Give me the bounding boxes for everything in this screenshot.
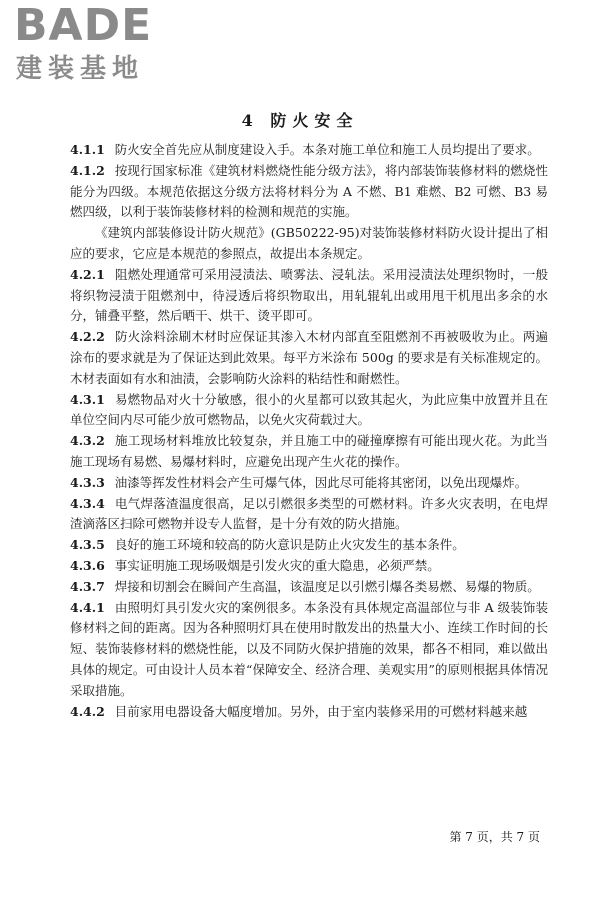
paragraph-4-2-2: 4.2.2 防火涂料涂刷木材时应保证其渗入木材内部直至阻燃剂不再被吸收为止。两遍涂布的要求就是为了保证达到此效果。每平方米涂布 500g 的要求是有关标准规定的。木材表面如有水和油渍，会影响防火涂料的粘结性和耐燃性。: [70, 329, 548, 386]
paragraph-4-1-2-cont: 《建筑内部装修设计防火规范》(GB50222-95)对装饰装修材料防火设计提出了相应的要求，它应是本规范的参照点，故提出本条规定。: [70, 225, 548, 261]
paragraph-4-4-2: 4.4.2 目前家用电器设备大幅度增加。另外，由于室内装修采用的可燃材料越来越: [70, 703, 528, 719]
paragraph-4-3-3: 4.3.3 油漆等挥发性材料会产生可爆气体，因此尽可能将其密闭，以免出现爆炸。: [70, 474, 528, 490]
logo-subtitle: 建装基地: [16, 54, 145, 84]
section-title: 4 防火安全: [241, 111, 359, 130]
logo-word: BADE: [14, 0, 153, 51]
page-footer: 第 7 页，共 7 页: [449, 830, 540, 844]
paragraph-4-2-1: 4.2.1 阻燃处理通常可采用浸渍法、喷雾法、浸轧法。采用浸渍法处理织物时，一般将织物浸渍于阻燃剂中，待浸透后将织物取出，用轧辊轧出或用甩干机甩出多余的水分，铺叠平整，然后晒干、烘干、烫平即可。: [70, 266, 548, 324]
bade-logo: [14, 0, 179, 86]
paragraph-4-3-4: 4.3.4 电气焊落渣温度很高，足以引燃很多类型的可燃材料。许多火灾表明，在电焊渣滴落区扫除可燃物并设专人监督，是十分有效的防火措施。: [70, 495, 548, 532]
paragraph-4-3-2: 4.3.2 施工现场材料堆放比较复杂，并且施工中的碰撞摩擦有可能出现火花。为此当施工现场有易燃、易爆材料时，应避免出现产生火花的操作。: [70, 433, 548, 469]
paragraph-4-3-6: 4.3.6 事实证明施工现场吸烟是引发火灾的重大隐患，必须严禁。: [70, 557, 440, 573]
paragraph-4-3-1: 4.3.1 易燃物品对火十分敏感，很小的火星都可以致其起火，为此应集中放置并且在单位空间内尽可能少放可燃物品，以免火灾荷载过大。: [70, 391, 548, 428]
paragraph-4-4-1: 4.4.1 由照明灯具引发火灾的案例很多。本条没有具体规定高温部位与非 A 级装饰装修材料之间的距离。因为各种照明灯具在使用时散发出的热量大小、连续工作时间的长短、装饰装修材料的燃烧性能，以及不同防火保护措施的效果，都各不相同，难以做出具体的规定。可由设计人员本着“保障安全、经济合理、美观实用”的原则根据具体情况采取措施。: [70, 599, 548, 698]
document-body: [70, 140, 548, 722]
paragraph-4-1-1: 4.1.1 防火安全首先应从制度建设入手。本条对施工单位和施工人员均提出了要求。: [70, 142, 540, 157]
paragraph-4-1-2: 4.1.2 按现行国家标准《建筑材料燃烧性能分级方法》，将内部装饰装修材料的燃烧性能分为四级。本规范依据这分级方法将材料分为 A 不燃、B1 难燃、B2 可燃、B3 易燃四级，以利于装饰装修材料的检测和规范的实施。: [70, 162, 548, 220]
paragraph-4-3-7: 4.3.7 焊接和切割会在瞬间产生高温，该温度足以引燃引爆各类易燃、易爆的物质。: [70, 578, 540, 594]
paragraph-4-3-5: 4.3.5 良好的施工环境和较高的防火意识是防止火灾发生的基本条件。: [70, 537, 465, 553]
